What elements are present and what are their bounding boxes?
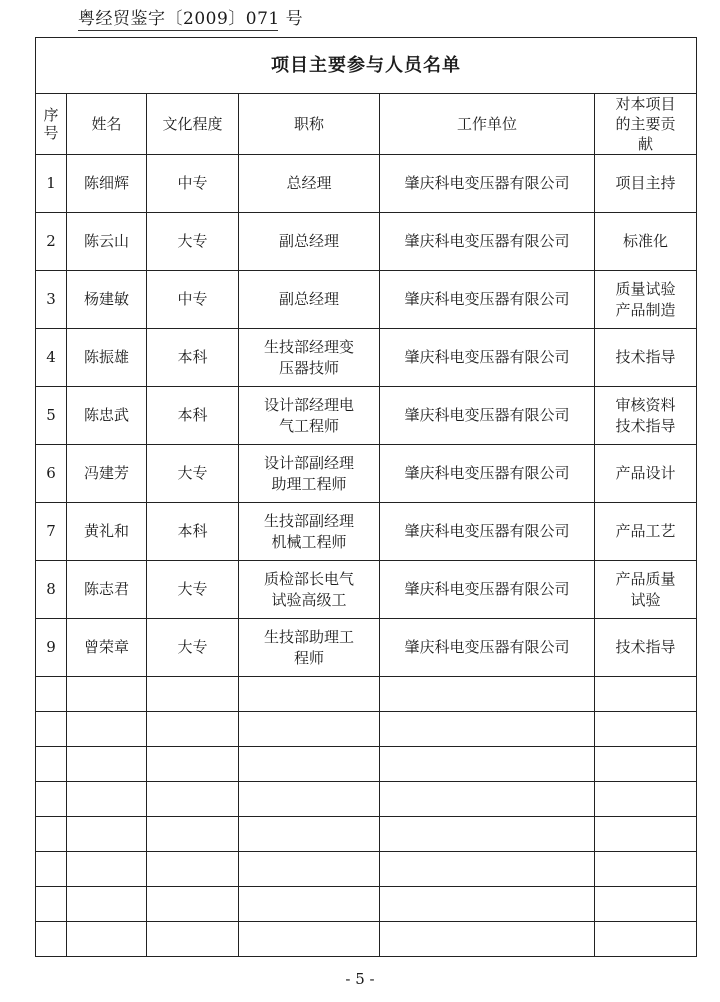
empty-cell — [239, 782, 380, 817]
cell-seq: 8 — [36, 561, 67, 619]
header-education: 文化程度 — [147, 94, 239, 155]
empty-cell — [147, 747, 239, 782]
empty-cell — [239, 677, 380, 712]
empty-cell — [380, 817, 595, 852]
empty-cell — [380, 887, 595, 922]
cell-contribution: 产品质量试验 — [595, 561, 697, 619]
table-row — [36, 155, 697, 213]
cell-seq: 6 — [36, 445, 67, 503]
cell-title: 生技部副经理机械工程师 — [239, 503, 380, 561]
header-name: 姓名 — [67, 94, 147, 155]
empty-cell — [239, 922, 380, 957]
cell-contribution: 技术指导 — [595, 619, 697, 677]
empty-cell — [147, 712, 239, 747]
table-row — [36, 561, 697, 619]
empty-cell — [36, 712, 67, 747]
empty-row — [36, 887, 697, 922]
empty-cell — [36, 677, 67, 712]
empty-cell — [595, 852, 697, 887]
cell-education: 大专 — [147, 213, 239, 271]
cell-employer: 肇庆科电变压器有限公司 — [380, 561, 595, 619]
cell-employer: 肇庆科电变压器有限公司 — [380, 619, 595, 677]
empty-cell — [67, 852, 147, 887]
empty-cell — [380, 922, 595, 957]
table-row — [36, 445, 697, 503]
empty-cell — [595, 817, 697, 852]
empty-cell — [36, 852, 67, 887]
table-row — [36, 387, 697, 445]
empty-cell — [239, 887, 380, 922]
empty-cell — [380, 677, 595, 712]
cell-employer: 肇庆科电变压器有限公司 — [380, 329, 595, 387]
cell-education: 本科 — [147, 387, 239, 445]
cell-name: 陈云山 — [67, 213, 147, 271]
cell-employer: 肇庆科电变压器有限公司 — [380, 387, 595, 445]
cell-name: 陈忠武 — [67, 387, 147, 445]
empty-cell — [595, 677, 697, 712]
empty-cell — [147, 782, 239, 817]
document-number: 粤经贸鉴字〔2009〕071 号 — [78, 9, 304, 29]
empty-cell — [239, 817, 380, 852]
cell-name: 杨建敏 — [67, 271, 147, 329]
empty-cell — [239, 852, 380, 887]
empty-cell — [147, 677, 239, 712]
empty-row — [36, 677, 697, 712]
empty-cell — [595, 712, 697, 747]
cell-employer: 肇庆科电变压器有限公司 — [380, 155, 595, 213]
cell-education: 中专 — [147, 155, 239, 213]
empty-row — [36, 852, 697, 887]
cell-seq: 3 — [36, 271, 67, 329]
cell-contribution: 技术指导 — [595, 329, 697, 387]
cell-contribution: 产品工艺 — [595, 503, 697, 561]
empty-cell — [36, 747, 67, 782]
cell-seq: 1 — [36, 155, 67, 213]
cell-name: 曾荣章 — [67, 619, 147, 677]
cell-name: 陈细辉 — [67, 155, 147, 213]
empty-row — [36, 712, 697, 747]
cell-seq: 7 — [36, 503, 67, 561]
header-seq: 序号 — [36, 94, 67, 155]
empty-cell — [239, 712, 380, 747]
cell-employer: 肇庆科电变压器有限公司 — [380, 213, 595, 271]
table-row — [36, 329, 697, 387]
cell-title: 生技部经理变压器技师 — [239, 329, 380, 387]
empty-cell — [67, 677, 147, 712]
empty-cell — [147, 887, 239, 922]
cell-title: 副总经理 — [239, 271, 380, 329]
empty-cell — [67, 922, 147, 957]
cell-contribution: 审核资料技术指导 — [595, 387, 697, 445]
header-contribution: 对本项目的主要贡献 — [595, 94, 697, 155]
cell-title: 生技部助理工程师 — [239, 619, 380, 677]
empty-cell — [36, 887, 67, 922]
cell-education: 本科 — [147, 329, 239, 387]
empty-cell — [36, 817, 67, 852]
empty-cell — [67, 887, 147, 922]
cell-name: 黄礼和 — [67, 503, 147, 561]
cell-education: 大专 — [147, 445, 239, 503]
cell-education: 中专 — [147, 271, 239, 329]
cell-name: 陈志君 — [67, 561, 147, 619]
cell-employer: 肇庆科电变压器有限公司 — [380, 445, 595, 503]
empty-cell — [380, 712, 595, 747]
cell-title: 质检部长电气试验高级工 — [239, 561, 380, 619]
table-row — [36, 619, 697, 677]
table-header-row — [36, 94, 697, 155]
empty-cell — [67, 747, 147, 782]
empty-cell — [67, 817, 147, 852]
empty-cell — [147, 922, 239, 957]
empty-cell — [595, 747, 697, 782]
table-row — [36, 503, 697, 561]
personnel-table — [35, 37, 697, 957]
empty-cell — [595, 782, 697, 817]
empty-cell — [147, 817, 239, 852]
cell-name: 陈振雄 — [67, 329, 147, 387]
empty-cell — [380, 782, 595, 817]
cell-education: 本科 — [147, 503, 239, 561]
cell-education: 大专 — [147, 619, 239, 677]
empty-cell — [595, 887, 697, 922]
cell-title: 总经理 — [239, 155, 380, 213]
table-row — [36, 271, 697, 329]
empty-cell — [36, 922, 67, 957]
cell-contribution: 质量试验产品制造 — [595, 271, 697, 329]
cell-title: 副总经理 — [239, 213, 380, 271]
table-title: 项目主要参与人员名单 — [36, 38, 697, 94]
empty-row — [36, 747, 697, 782]
empty-cell — [380, 747, 595, 782]
empty-cell — [239, 747, 380, 782]
cell-title: 设计部经理电气工程师 — [239, 387, 380, 445]
document-number-underline — [78, 30, 278, 31]
empty-cell — [380, 852, 595, 887]
empty-cell — [67, 782, 147, 817]
cell-title: 设计部副经理助理工程师 — [239, 445, 380, 503]
cell-seq: 9 — [36, 619, 67, 677]
cell-seq: 5 — [36, 387, 67, 445]
page-number: - 5 - — [345, 970, 375, 988]
cell-employer: 肇庆科电变压器有限公司 — [380, 271, 595, 329]
cell-education: 大专 — [147, 561, 239, 619]
cell-seq: 2 — [36, 213, 67, 271]
header-employer: 工作单位 — [380, 94, 595, 155]
cell-employer: 肇庆科电变压器有限公司 — [380, 503, 595, 561]
cell-contribution: 产品设计 — [595, 445, 697, 503]
cell-contribution: 项目主持 — [595, 155, 697, 213]
empty-cell — [36, 782, 67, 817]
empty-row — [36, 782, 697, 817]
cell-name: 冯建芳 — [67, 445, 147, 503]
cell-seq: 4 — [36, 329, 67, 387]
empty-cell — [595, 922, 697, 957]
table-row — [36, 213, 697, 271]
empty-row — [36, 922, 697, 957]
empty-cell — [147, 852, 239, 887]
empty-cell — [67, 712, 147, 747]
empty-row — [36, 817, 697, 852]
header-title: 职称 — [239, 94, 380, 155]
cell-contribution: 标准化 — [595, 213, 697, 271]
